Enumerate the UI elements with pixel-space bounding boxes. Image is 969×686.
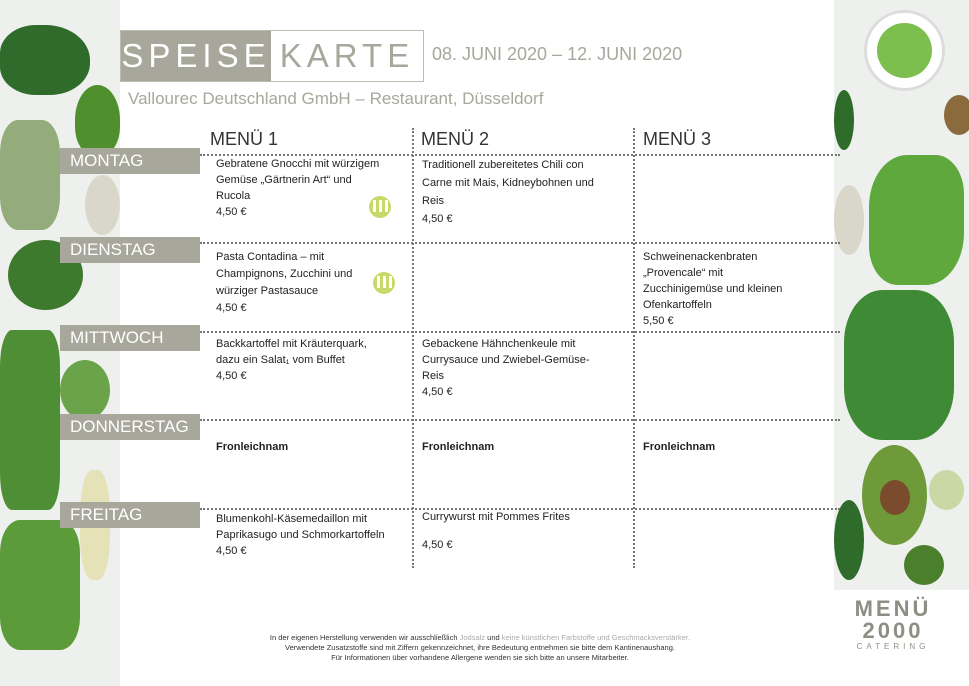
day-mittwoch: MITTWOCH [60,325,200,351]
footer-line-3: Für Informationen über vorhandene Allergene wenden sie sich bitte an unsere Mitarbeiter. [331,653,629,662]
green-beans-image [0,330,60,510]
title-karte: KARTE [279,37,415,74]
herb-image [60,360,110,420]
bean-bowl-image [834,185,864,255]
donnerstag-menu-1: Fronleichnam [216,441,289,453]
onion-image [929,470,964,510]
cucumber-image [834,90,854,150]
column-divider [633,128,635,568]
dish-price: 4,50 € [422,539,453,551]
row-divider [200,419,840,421]
dish-text: Gebackene Hähnchenkeule mit Currysauce und Zwiebel-Gemüse-Reis [422,338,590,382]
column-menu-1: MENÜ 1 [210,129,279,149]
day-freitag: FREITAG [60,502,200,528]
green-pepper-image [0,25,90,95]
footer-line-1: In der eigenen Herstellung verwenden wir ausschließlich Jodsalz und keine künstlichen Farbstoffe und Geschmacksverstärker. [269,633,691,642]
donnerstag-menu-2: Fronleichnam [422,441,495,453]
dish-text: Traditionell zubereitetes Chili con Carne mit Mais, Kidneybohnen und Reis [422,159,594,207]
dish-price: 5,50 € [643,315,674,327]
dish-price: 4,50 € [422,386,453,398]
pepper-image [904,545,944,585]
avocado-image [862,445,927,545]
freitag-menu-2 [422,509,602,553]
dish-price: 4,50 € [422,213,453,225]
leaf-image [75,85,120,155]
dish-text: Blumenkohl-Käsemedaillon mit Paprikasugo und Schmorkartoffeln [216,513,385,541]
beans-bowl-image [85,175,120,235]
parsley-image [844,290,954,440]
dish-text: Currywurst mit Pommes Frites [422,511,570,523]
montag-menu-2 [422,156,602,228]
vegetarian-badge-icon [367,270,401,300]
dienstag-menu-3 [643,249,793,329]
peas-bowl-image [864,10,945,91]
dish-price: 4,50 € [216,302,247,314]
dienstag-menu-1 [216,249,376,317]
right-vegetable-decoration [834,0,969,590]
dish-price: 4,50 € [216,370,247,382]
mittwoch-menu-1 [216,336,391,384]
day-montag: MONTAG [60,148,200,174]
avocado-pit-image [944,95,969,135]
column-menu-2: MENÜ 2 [421,129,490,149]
date-range: 08. JUNI 2020 – 12. JUNI 2020 [432,44,683,64]
day-donnerstag: DONNERSTAG [60,414,200,440]
column-menu-3: MENÜ 3 [643,129,712,149]
dish-text: Schweinenackenbraten „Provencale“ mit Zucchinigemüse und kleinen Ofenkartoffeln [643,251,783,311]
freitag-menu-1 [216,511,401,559]
column-divider [412,128,414,568]
dish-text: Pasta Contadina – mit Champignons, Zucchini und würziger Pastasauce [216,251,353,297]
donnerstag-menu-3: Fronleichnam [643,441,716,453]
dill-image [0,120,60,230]
title-speise: SPEISE [121,31,271,81]
zucchini-image [834,500,864,580]
restaurant-subtitle: Vallourec Deutschland GmbH – Restaurant, Düsseldorf [128,89,544,108]
mittwoch-menu-2 [422,336,602,400]
dish-price: 4,50 € [216,545,247,557]
dish-price: 4,50 € [216,206,247,218]
title-box [120,30,424,82]
footer-notice [130,633,830,663]
dish-text: Gebratene Gnocchi mit würzigem Gemüse „Gärtnerin Art“ und Rucola [216,158,380,202]
day-dienstag: DIENSTAG [60,237,200,263]
dish-text: Backkartoffel mit Kräuterquark, dazu ein Salat₁ vom Buffet [216,338,367,366]
snap-peas-image [0,520,80,650]
romaine-image [869,155,964,285]
footer-line-2: Verwendete Zusatzstoffe sind mit Ziffern gekennzeichnet, ihre Bedeutung entnehmen sie bitte dem Kantinenaushang. [285,643,675,652]
row-divider [200,242,840,244]
row-divider [200,331,840,333]
menu-2000-logo: MENÜ 2000 CATERING [854,596,932,651]
vegetarian-badge-icon [363,194,397,224]
